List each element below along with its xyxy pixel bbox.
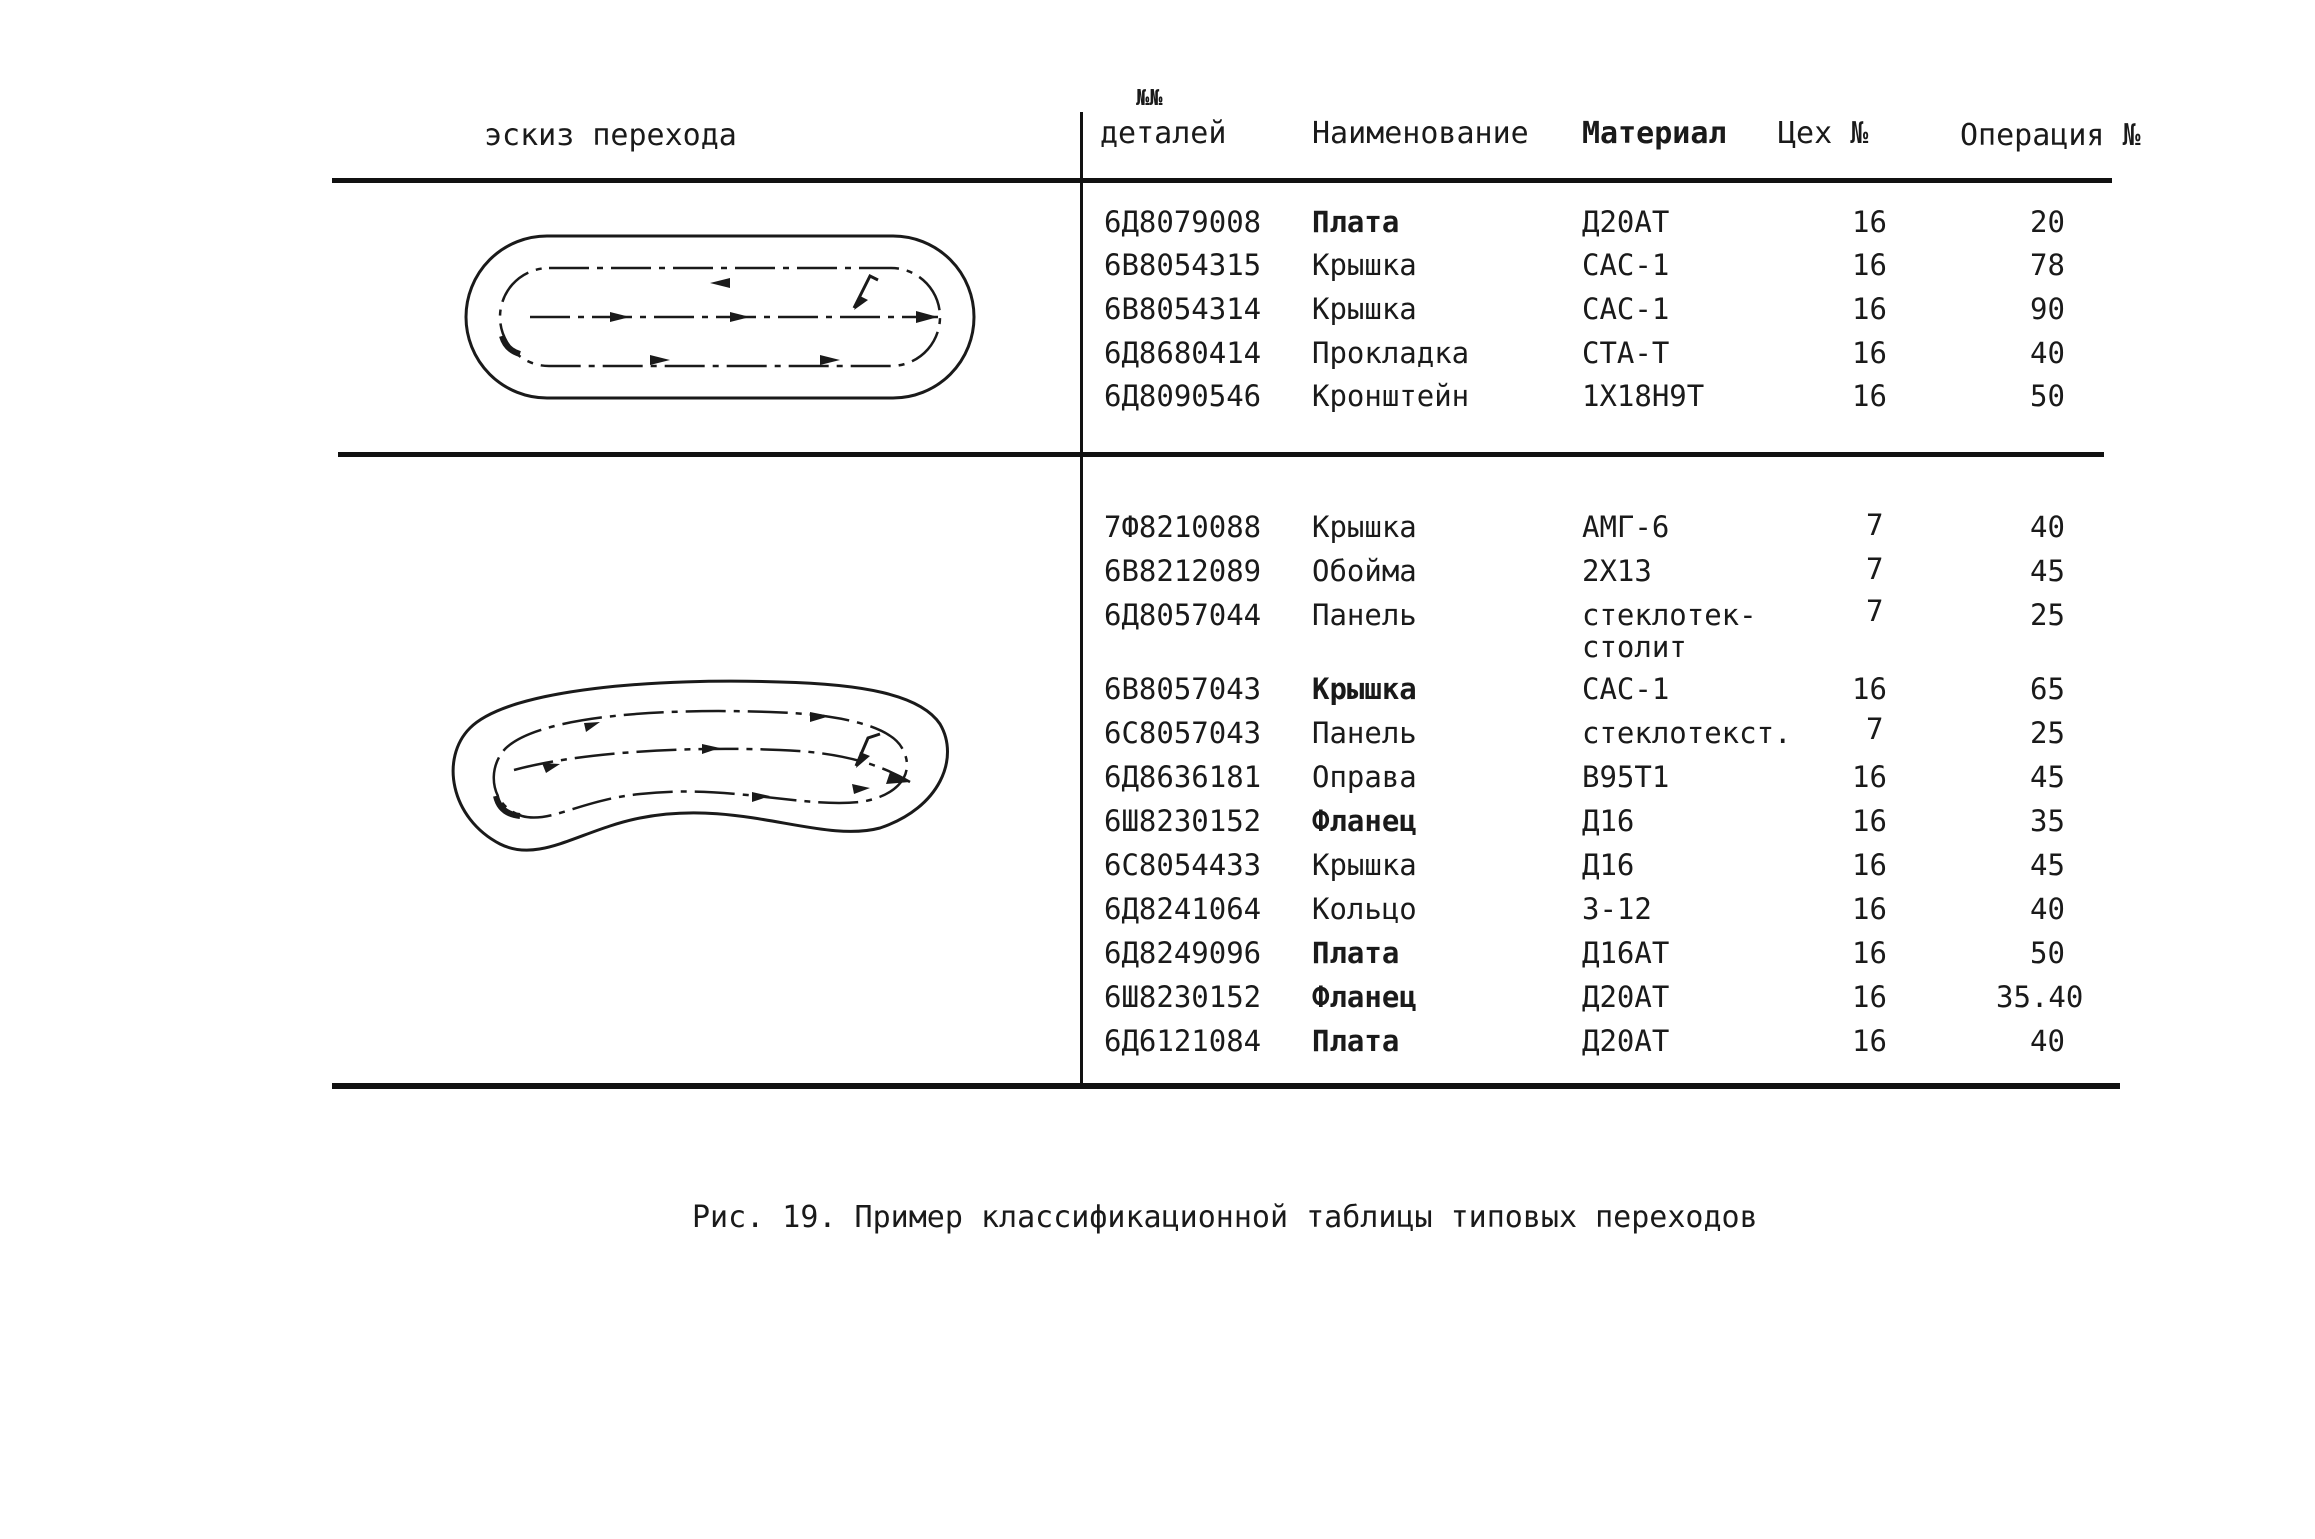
part-operation: 45 bbox=[2030, 848, 2065, 882]
part-material: САС-1 bbox=[1582, 248, 1670, 282]
part-shop: 16 bbox=[1852, 760, 1887, 794]
part-name: Плата bbox=[1312, 1024, 1400, 1058]
part-number: 6В8054314 bbox=[1104, 292, 1262, 326]
part-shop: 7 bbox=[1866, 508, 1884, 542]
part-shop: 7 bbox=[1866, 712, 1884, 746]
part-number: 6Д8079008 bbox=[1104, 205, 1262, 239]
part-shop: 16 bbox=[1852, 1024, 1887, 1058]
part-operation: 35.40 bbox=[1996, 980, 2084, 1014]
part-number: 6Ш8230152 bbox=[1104, 980, 1262, 1014]
part-shop: 16 bbox=[1852, 892, 1887, 926]
part-number: 6В8054315 bbox=[1104, 248, 1262, 282]
column-divider bbox=[1080, 112, 1083, 1087]
part-operation: 40 bbox=[2030, 1024, 2065, 1058]
part-shop: 16 bbox=[1852, 672, 1887, 706]
header-shop: Цех № bbox=[1778, 116, 1869, 151]
part-name: Крышка bbox=[1312, 848, 1417, 882]
part-name: Крышка bbox=[1312, 248, 1417, 282]
part-name: Обойма bbox=[1312, 554, 1417, 588]
part-number: 6Д8636181 bbox=[1104, 760, 1262, 794]
part-shop: 16 bbox=[1852, 936, 1887, 970]
part-operation: 25 bbox=[2030, 716, 2065, 750]
part-name: Плата bbox=[1312, 936, 1400, 970]
part-material: стеклотек- bbox=[1582, 598, 1757, 632]
part-name: Панель bbox=[1312, 598, 1417, 632]
part-number: 6С8054433 bbox=[1104, 848, 1262, 882]
part-number: 6Д8249096 bbox=[1104, 936, 1262, 970]
bottom-rule bbox=[332, 1083, 2120, 1089]
part-material: 2Х13 bbox=[1582, 554, 1652, 588]
header-operation: Операция № bbox=[1960, 118, 2141, 153]
part-material: В95Т1 bbox=[1582, 760, 1670, 794]
part-material: Д16 bbox=[1582, 848, 1635, 882]
part-operation: 78 bbox=[2030, 248, 2065, 282]
header-sketch: эскиз перехода bbox=[484, 118, 737, 153]
part-shop: 16 bbox=[1852, 336, 1887, 370]
part-operation: 45 bbox=[2030, 760, 2065, 794]
part-number: 6Д8680414 bbox=[1104, 336, 1262, 370]
part-operation: 20 bbox=[2030, 205, 2065, 239]
part-shop: 16 bbox=[1852, 980, 1887, 1014]
header-rule bbox=[332, 178, 2112, 183]
part-number: 6Ш8230152 bbox=[1104, 804, 1262, 838]
part-operation: 50 bbox=[2030, 379, 2065, 413]
part-name: Прокладка bbox=[1312, 336, 1470, 370]
part-name: Плата bbox=[1312, 205, 1400, 239]
part-name: Фланец bbox=[1312, 980, 1417, 1014]
part-number: 6В8212089 bbox=[1104, 554, 1262, 588]
part-material: Д16АТ bbox=[1582, 936, 1670, 970]
part-number: 6Д8241064 bbox=[1104, 892, 1262, 926]
part-operation: 45 bbox=[2030, 554, 2065, 588]
part-operation: 90 bbox=[2030, 292, 2065, 326]
part-material: СТА-Т bbox=[1582, 336, 1670, 370]
part-material: Д20АТ bbox=[1582, 1024, 1670, 1058]
header-material: Материал bbox=[1582, 116, 1727, 151]
header-num: №№ bbox=[1136, 86, 1163, 111]
straight-slot-sketch-icon bbox=[450, 226, 990, 406]
part-name: Крышка bbox=[1312, 510, 1417, 544]
part-shop: 16 bbox=[1852, 292, 1887, 326]
part-material: стеклотекст. bbox=[1582, 716, 1792, 750]
part-operation: 35 bbox=[2030, 804, 2065, 838]
part-material: Д20АТ bbox=[1582, 980, 1670, 1014]
part-operation: 40 bbox=[2030, 892, 2065, 926]
part-operation: 40 bbox=[2030, 510, 2065, 544]
part-name: Кронштейн bbox=[1312, 379, 1470, 413]
part-name: Фланец bbox=[1312, 804, 1417, 838]
part-operation: 65 bbox=[2030, 672, 2065, 706]
part-name: Панель bbox=[1312, 716, 1417, 750]
group-divider-rule bbox=[338, 452, 2104, 457]
part-shop: 16 bbox=[1852, 248, 1887, 282]
part-material: САС-1 bbox=[1582, 672, 1670, 706]
curved-slot-sketch-icon bbox=[440, 668, 980, 868]
part-shop: 16 bbox=[1852, 379, 1887, 413]
part-number: 6Д8090546 bbox=[1104, 379, 1262, 413]
part-number: 6В8057043 bbox=[1104, 672, 1262, 706]
part-material: З-12 bbox=[1582, 892, 1652, 926]
header-part: деталей bbox=[1100, 116, 1227, 151]
header-name: Наименование bbox=[1312, 116, 1529, 151]
part-number: 6Д6121084 bbox=[1104, 1024, 1262, 1058]
part-shop: 7 bbox=[1866, 552, 1884, 586]
part-name: Крышка bbox=[1312, 292, 1417, 326]
part-name: Кольцо bbox=[1312, 892, 1417, 926]
part-material: Д16 bbox=[1582, 804, 1635, 838]
part-operation: 50 bbox=[2030, 936, 2065, 970]
part-shop: 16 bbox=[1852, 205, 1887, 239]
part-number: 6С8057043 bbox=[1104, 716, 1262, 750]
part-number: 7Ф8210088 bbox=[1104, 510, 1262, 544]
part-material: АМГ-6 bbox=[1582, 510, 1670, 544]
part-name: Оправа bbox=[1312, 760, 1417, 794]
figure-caption: Рис. 19. Пример классификационной таблицы типовых переходов bbox=[692, 1200, 1758, 1235]
part-material: 1Х18Н9Т bbox=[1582, 379, 1705, 413]
part-shop: 16 bbox=[1852, 848, 1887, 882]
part-operation: 40 bbox=[2030, 336, 2065, 370]
part-material: Д20АТ bbox=[1582, 205, 1670, 239]
part-number: 6Д8057044 bbox=[1104, 598, 1262, 632]
part-name: Крышка bbox=[1312, 672, 1417, 706]
part-material: САС-1 bbox=[1582, 292, 1670, 326]
part-operation: 25 bbox=[2030, 598, 2065, 632]
part-material-continued: столит bbox=[1582, 630, 1687, 664]
part-shop: 16 bbox=[1852, 804, 1887, 838]
part-shop: 7 bbox=[1866, 594, 1884, 628]
